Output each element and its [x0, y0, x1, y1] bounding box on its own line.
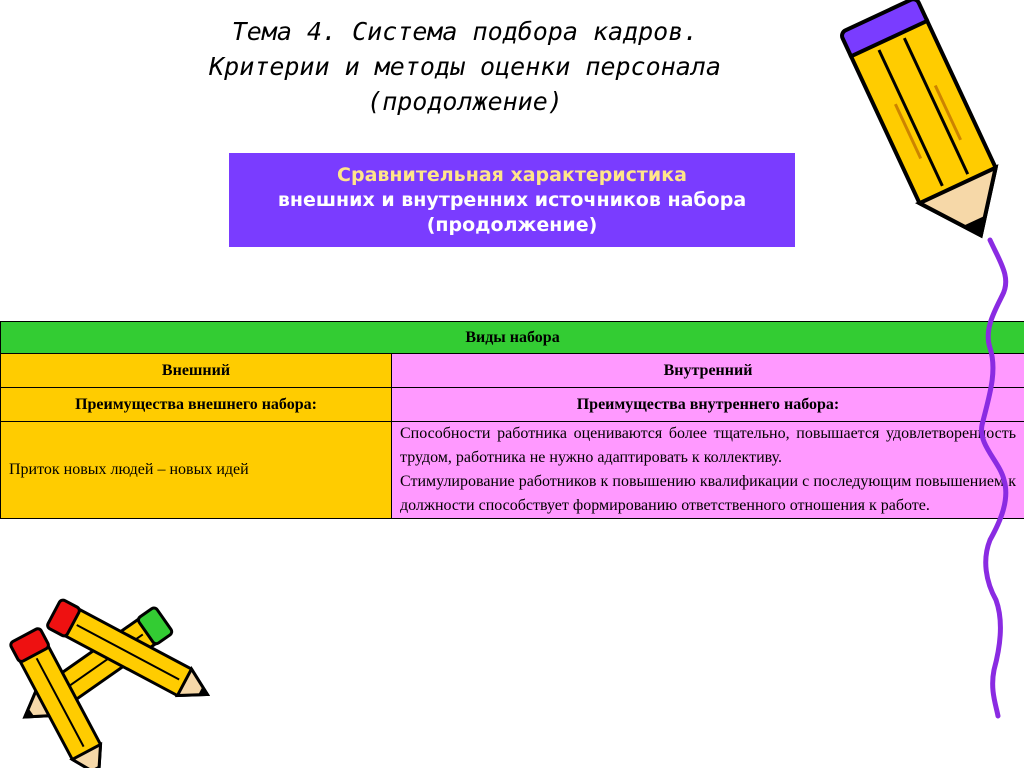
internal-advantage-2: Стимулирование работников к повышению квалификации с последующим повышением к должности способствует формированию ответственного отношения к работе.: [400, 473, 1017, 514]
title-line-1: Тема 4. Система подбора кадров.: [231, 17, 699, 46]
external-advantages-text: Приток новых людей – новых идей: [1, 422, 392, 519]
table-header-cell: Виды набора: [1, 322, 1024, 354]
title-line-2: Критерии и методы оценки персонала: [209, 52, 721, 81]
table-row: [1, 422, 1024, 519]
external-advantages-heading: Преимущества внешнего набора:: [1, 388, 392, 422]
column-internal: Внутренний: [392, 354, 1024, 388]
table-row: [1, 354, 1024, 388]
internal-advantage-1: Способности работника оцениваются более тщательно, повышается удовлетворенность трудом, работника не нужно адаптировать к коллективу.: [400, 425, 1017, 466]
title-line-3: (продолжение): [367, 87, 563, 116]
table-row: [1, 322, 1024, 354]
slide-title: [150, 14, 780, 119]
pencil-icon: [840, 0, 1019, 253]
crossed-pencils-icon: [9, 599, 214, 768]
comparison-table: [0, 321, 1024, 519]
banner-line-1: Сравнительная характеристика: [337, 163, 687, 186]
banner-line-3: (продолжение): [426, 213, 598, 236]
internal-advantages-heading: Преимущества внутреннего набора:: [392, 388, 1024, 422]
column-external: Внешний: [1, 354, 392, 388]
banner-line-2: внешних и внутренних источников набора: [277, 188, 747, 211]
section-banner: [229, 153, 795, 247]
table-row: [1, 388, 1024, 422]
internal-advantages-text: [392, 422, 1024, 519]
